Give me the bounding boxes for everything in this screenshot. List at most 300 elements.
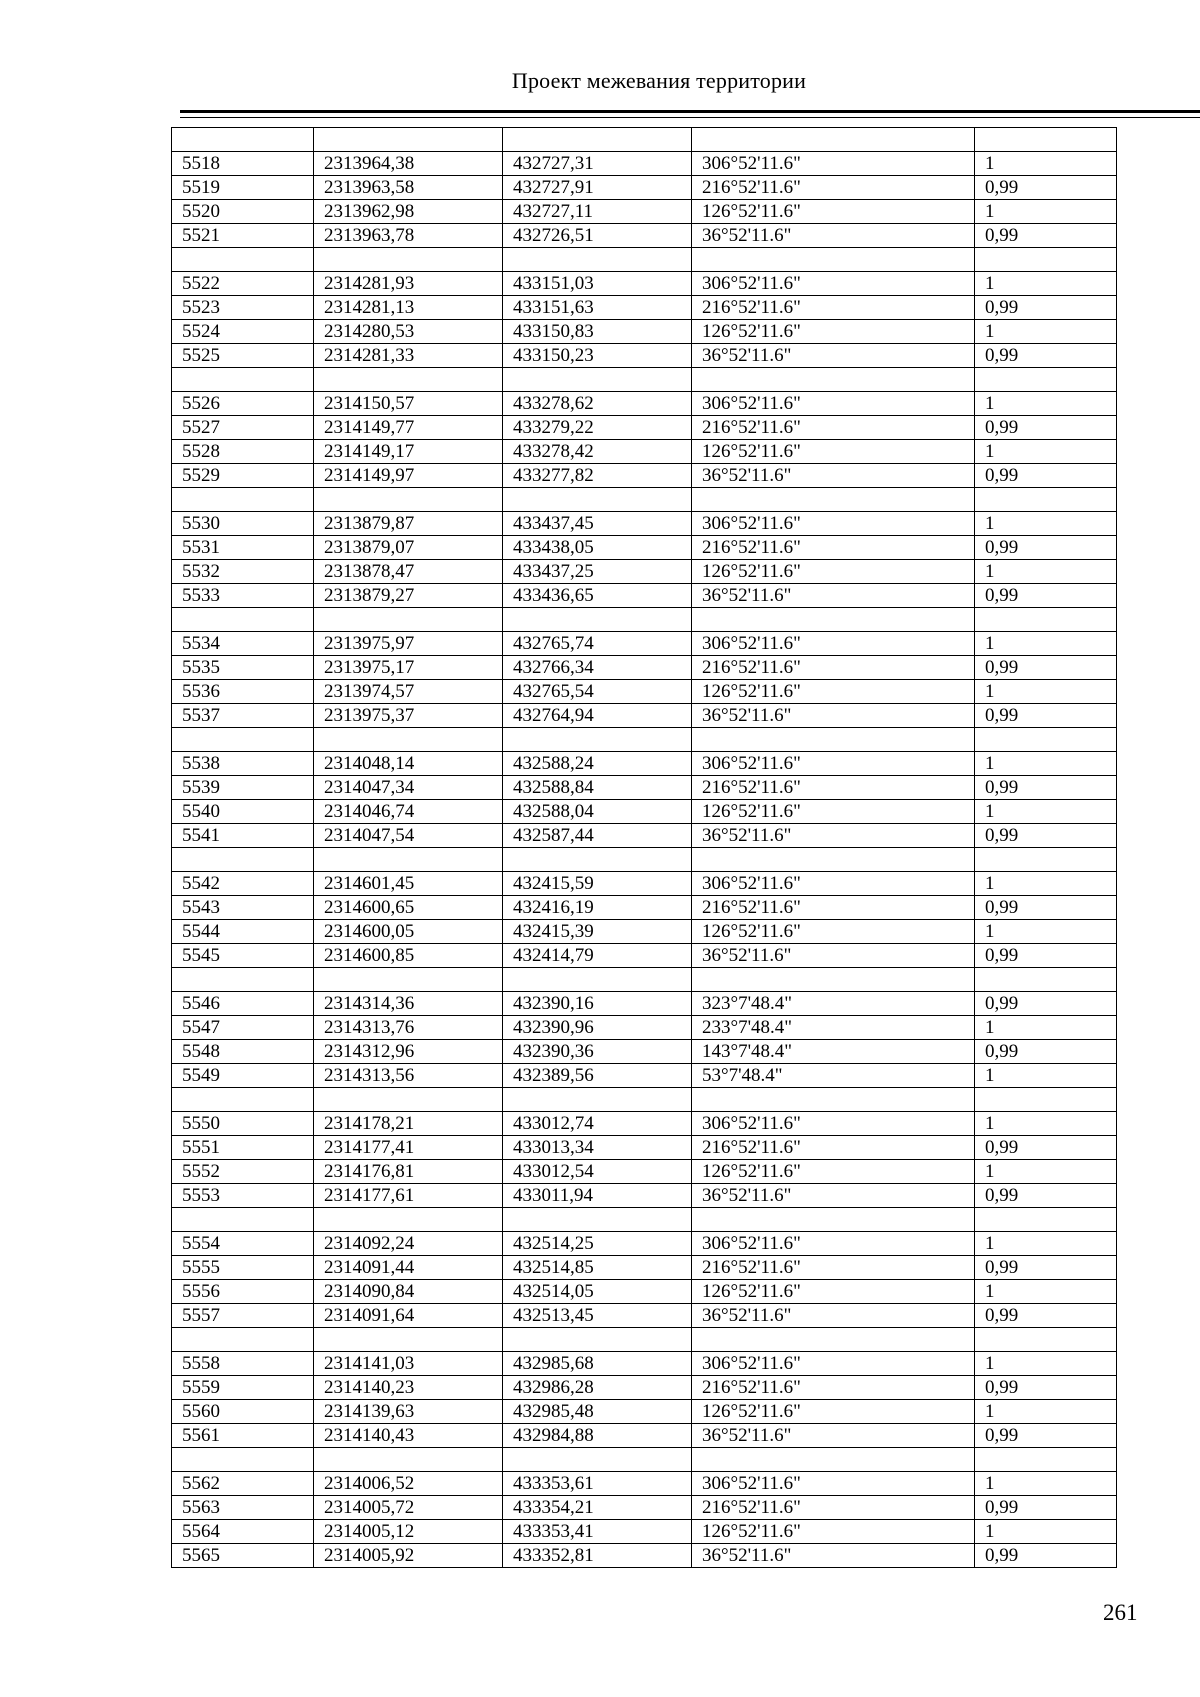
y-coordinate-cell [503, 728, 692, 752]
y-coordinate-cell: 432727,11 [503, 200, 692, 224]
y-coordinate-cell: 432726,51 [503, 224, 692, 248]
table-separator-row [172, 728, 1117, 752]
distance-cell: 1 [975, 752, 1117, 776]
table-separator-row [172, 368, 1117, 392]
point-number-cell [172, 968, 314, 992]
table-row [172, 1304, 1117, 1328]
point-number-cell: 5532 [172, 560, 314, 584]
y-coordinate-cell: 432389,56 [503, 1064, 692, 1088]
y-coordinate-cell: 432985,68 [503, 1352, 692, 1376]
y-coordinate-cell: 432415,59 [503, 872, 692, 896]
point-number-cell: 5518 [172, 152, 314, 176]
table-row [172, 872, 1117, 896]
point-number-cell: 5543 [172, 896, 314, 920]
x-coordinate-cell: 2314139,63 [314, 1400, 503, 1424]
bearing-cell: 216°52'11.6" [692, 896, 975, 920]
bearing-cell: 306°52'11.6" [692, 152, 975, 176]
point-number-cell: 5564 [172, 1520, 314, 1544]
point-number-cell: 5551 [172, 1136, 314, 1160]
bearing-cell [692, 488, 975, 512]
x-coordinate-cell: 2314313,56 [314, 1064, 503, 1088]
x-coordinate-cell: 2314091,44 [314, 1256, 503, 1280]
table-row [172, 1112, 1117, 1136]
x-coordinate-cell: 2314280,53 [314, 320, 503, 344]
bearing-cell: 126°52'11.6" [692, 560, 975, 584]
x-coordinate-cell: 2314140,43 [314, 1424, 503, 1448]
bearing-cell: 306°52'11.6" [692, 1232, 975, 1256]
y-coordinate-cell: 432765,54 [503, 680, 692, 704]
distance-cell: 1 [975, 1160, 1117, 1184]
distance-cell: 1 [975, 1400, 1117, 1424]
point-number-cell: 5557 [172, 1304, 314, 1328]
bearing-cell [692, 608, 975, 632]
y-coordinate-cell [503, 1208, 692, 1232]
point-number-cell [172, 368, 314, 392]
table-row [172, 1160, 1117, 1184]
table-separator-row [172, 608, 1117, 632]
distance-cell: 0,99 [975, 1040, 1117, 1064]
distance-cell [975, 608, 1117, 632]
x-coordinate-cell: 2314601,45 [314, 872, 503, 896]
table-row [172, 1136, 1117, 1160]
x-coordinate-cell: 2314312,96 [314, 1040, 503, 1064]
distance-cell [975, 848, 1117, 872]
point-number-cell: 5528 [172, 440, 314, 464]
point-number-cell: 5540 [172, 800, 314, 824]
y-coordinate-cell: 432390,36 [503, 1040, 692, 1064]
y-coordinate-cell: 433150,83 [503, 320, 692, 344]
x-coordinate-cell: 2314149,77 [314, 416, 503, 440]
distance-cell: 0,99 [975, 344, 1117, 368]
table-row [172, 1040, 1117, 1064]
bearing-cell: 216°52'11.6" [692, 1376, 975, 1400]
distance-cell: 0,99 [975, 1376, 1117, 1400]
distance-cell: 0,99 [975, 1256, 1117, 1280]
point-number-cell: 5527 [172, 416, 314, 440]
bearing-cell: 233°7'48.4" [692, 1016, 975, 1040]
distance-cell: 1 [975, 1232, 1117, 1256]
point-number-cell: 5536 [172, 680, 314, 704]
distance-cell: 1 [975, 152, 1117, 176]
y-coordinate-cell: 432416,19 [503, 896, 692, 920]
bearing-cell: 36°52'11.6" [692, 224, 975, 248]
table-row [172, 1424, 1117, 1448]
x-coordinate-cell [314, 728, 503, 752]
y-coordinate-cell [503, 1448, 692, 1472]
x-coordinate-cell: 2314005,92 [314, 1544, 503, 1568]
table-row [172, 320, 1117, 344]
table-row [172, 200, 1117, 224]
y-coordinate-cell: 432727,31 [503, 152, 692, 176]
x-coordinate-cell: 2313879,27 [314, 584, 503, 608]
y-coordinate-cell: 432514,25 [503, 1232, 692, 1256]
table-row [172, 656, 1117, 680]
y-coordinate-cell: 433012,74 [503, 1112, 692, 1136]
bearing-cell: 306°52'11.6" [692, 392, 975, 416]
distance-cell: 1 [975, 872, 1117, 896]
point-number-cell: 5535 [172, 656, 314, 680]
bearing-cell [692, 968, 975, 992]
distance-cell: 0,99 [975, 464, 1117, 488]
bearing-cell: 216°52'11.6" [692, 176, 975, 200]
bearing-cell [692, 1328, 975, 1352]
table-row [172, 1352, 1117, 1376]
table-row [172, 1064, 1117, 1088]
point-number-cell: 5533 [172, 584, 314, 608]
table-row [172, 1280, 1117, 1304]
distance-cell [975, 488, 1117, 512]
point-number-cell: 5562 [172, 1472, 314, 1496]
distance-cell: 0,99 [975, 1136, 1117, 1160]
y-coordinate-cell [503, 848, 692, 872]
page-number: 261 [1103, 1600, 1138, 1625]
y-coordinate-cell: 432765,74 [503, 632, 692, 656]
point-number-cell [172, 848, 314, 872]
point-number-cell: 5542 [172, 872, 314, 896]
point-number-cell: 5561 [172, 1424, 314, 1448]
table-row [172, 272, 1117, 296]
table-separator-row [172, 248, 1117, 272]
bearing-cell: 36°52'11.6" [692, 1544, 975, 1568]
distance-cell: 1 [975, 632, 1117, 656]
table-row [172, 1016, 1117, 1040]
table-row [172, 512, 1117, 536]
point-number-cell: 5552 [172, 1160, 314, 1184]
y-coordinate-cell: 432390,96 [503, 1016, 692, 1040]
table-separator-row [172, 1208, 1117, 1232]
y-coordinate-cell: 433012,54 [503, 1160, 692, 1184]
table-row [172, 152, 1117, 176]
table-separator-row [172, 1328, 1117, 1352]
x-coordinate-cell: 2314178,21 [314, 1112, 503, 1136]
y-coordinate-cell: 433279,22 [503, 416, 692, 440]
point-number-cell: 5550 [172, 1112, 314, 1136]
table-row [172, 704, 1117, 728]
distance-cell: 0,99 [975, 1496, 1117, 1520]
bearing-cell: 126°52'11.6" [692, 920, 975, 944]
distance-cell: 1 [975, 272, 1117, 296]
x-coordinate-cell: 2313962,98 [314, 200, 503, 224]
point-number-cell: 5549 [172, 1064, 314, 1088]
table-row [172, 560, 1117, 584]
distance-cell [975, 1328, 1117, 1352]
distance-cell: 0,99 [975, 824, 1117, 848]
x-coordinate-cell: 2313964,38 [314, 152, 503, 176]
point-number-cell: 5554 [172, 1232, 314, 1256]
bearing-cell: 36°52'11.6" [692, 944, 975, 968]
point-number-cell: 5525 [172, 344, 314, 368]
distance-cell: 1 [975, 680, 1117, 704]
x-coordinate-cell: 2314092,24 [314, 1232, 503, 1256]
y-coordinate-cell: 433013,34 [503, 1136, 692, 1160]
y-coordinate-cell: 433352,81 [503, 1544, 692, 1568]
bearing-cell: 306°52'11.6" [692, 1472, 975, 1496]
point-number-cell: 5539 [172, 776, 314, 800]
point-number-cell: 5523 [172, 296, 314, 320]
x-coordinate-cell: 2314600,05 [314, 920, 503, 944]
bearing-cell: 126°52'11.6" [692, 680, 975, 704]
x-coordinate-cell: 2313878,47 [314, 560, 503, 584]
table-row [172, 1544, 1117, 1568]
point-number-cell: 5553 [172, 1184, 314, 1208]
x-coordinate-cell: 2314314,36 [314, 992, 503, 1016]
table-row [172, 1232, 1117, 1256]
x-coordinate-cell: 2313879,87 [314, 512, 503, 536]
point-number-cell: 5526 [172, 392, 314, 416]
bearing-cell: 126°52'11.6" [692, 800, 975, 824]
bearing-cell: 36°52'11.6" [692, 464, 975, 488]
bearing-cell: 126°52'11.6" [692, 1160, 975, 1184]
table-row [172, 944, 1117, 968]
distance-cell: 1 [975, 1064, 1117, 1088]
y-coordinate-cell: 433437,45 [503, 512, 692, 536]
distance-cell: 0,99 [975, 656, 1117, 680]
table-separator-row [172, 1448, 1117, 1472]
bearing-cell: 306°52'11.6" [692, 872, 975, 896]
x-coordinate-cell: 2314281,13 [314, 296, 503, 320]
x-coordinate-cell: 2313975,17 [314, 656, 503, 680]
x-coordinate-cell [314, 248, 503, 272]
y-coordinate-cell: 432415,39 [503, 920, 692, 944]
table-row [172, 752, 1117, 776]
point-number-cell: 5524 [172, 320, 314, 344]
distance-cell: 1 [975, 1352, 1117, 1376]
distance-cell: 1 [975, 1112, 1117, 1136]
x-coordinate-cell: 2314149,97 [314, 464, 503, 488]
bearing-cell: 143°7'48.4" [692, 1040, 975, 1064]
y-coordinate-cell: 432514,85 [503, 1256, 692, 1280]
point-number-cell [172, 248, 314, 272]
distance-cell: 0,99 [975, 1304, 1117, 1328]
coordinates-table-body [172, 128, 1117, 1568]
table-separator-row [172, 128, 1117, 152]
y-coordinate-cell: 432588,84 [503, 776, 692, 800]
distance-cell: 1 [975, 392, 1117, 416]
table-row [172, 920, 1117, 944]
distance-cell: 1 [975, 440, 1117, 464]
distance-cell: 0,99 [975, 1424, 1117, 1448]
y-coordinate-cell: 433353,41 [503, 1520, 692, 1544]
bearing-cell: 36°52'11.6" [692, 344, 975, 368]
x-coordinate-cell: 2314005,72 [314, 1496, 503, 1520]
bearing-cell [692, 368, 975, 392]
bearing-cell [692, 848, 975, 872]
bearing-cell: 216°52'11.6" [692, 1136, 975, 1160]
bearing-cell: 306°52'11.6" [692, 512, 975, 536]
y-coordinate-cell: 432986,28 [503, 1376, 692, 1400]
bearing-cell: 306°52'11.6" [692, 1112, 975, 1136]
point-number-cell: 5559 [172, 1376, 314, 1400]
y-coordinate-cell: 432390,16 [503, 992, 692, 1016]
point-number-cell: 5522 [172, 272, 314, 296]
distance-cell: 0,99 [975, 296, 1117, 320]
table-row [172, 1496, 1117, 1520]
distance-cell: 1 [975, 320, 1117, 344]
point-number-cell: 5560 [172, 1400, 314, 1424]
x-coordinate-cell [314, 1208, 503, 1232]
point-number-cell: 5565 [172, 1544, 314, 1568]
x-coordinate-cell: 2314091,64 [314, 1304, 503, 1328]
bearing-cell: 36°52'11.6" [692, 704, 975, 728]
distance-cell [975, 728, 1117, 752]
distance-cell: 1 [975, 512, 1117, 536]
point-number-cell [172, 1208, 314, 1232]
bearing-cell: 126°52'11.6" [692, 320, 975, 344]
y-coordinate-cell [503, 128, 692, 152]
point-number-cell: 5541 [172, 824, 314, 848]
bearing-cell: 216°52'11.6" [692, 296, 975, 320]
x-coordinate-cell: 2314046,74 [314, 800, 503, 824]
point-number-cell: 5520 [172, 200, 314, 224]
x-coordinate-cell: 2314176,81 [314, 1160, 503, 1184]
table-separator-row [172, 1088, 1117, 1112]
point-number-cell: 5547 [172, 1016, 314, 1040]
point-number-cell: 5534 [172, 632, 314, 656]
x-coordinate-cell [314, 1328, 503, 1352]
x-coordinate-cell: 2314149,17 [314, 440, 503, 464]
point-number-cell [172, 1088, 314, 1112]
table-row [172, 1184, 1117, 1208]
table-separator-row [172, 848, 1117, 872]
x-coordinate-cell [314, 368, 503, 392]
coordinates-table [171, 127, 1117, 1568]
bearing-cell: 306°52'11.6" [692, 1352, 975, 1376]
distance-cell: 1 [975, 1520, 1117, 1544]
x-coordinate-cell [314, 488, 503, 512]
x-coordinate-cell [314, 848, 503, 872]
distance-cell: 0,99 [975, 224, 1117, 248]
point-number-cell: 5556 [172, 1280, 314, 1304]
bearing-cell [692, 728, 975, 752]
distance-cell [975, 1088, 1117, 1112]
bearing-cell [692, 1088, 975, 1112]
bearing-cell: 126°52'11.6" [692, 440, 975, 464]
distance-cell: 0,99 [975, 992, 1117, 1016]
point-number-cell: 5555 [172, 1256, 314, 1280]
y-coordinate-cell: 432984,88 [503, 1424, 692, 1448]
y-coordinate-cell [503, 608, 692, 632]
distance-cell [975, 248, 1117, 272]
table-row [172, 536, 1117, 560]
y-coordinate-cell [503, 1088, 692, 1112]
distance-cell: 1 [975, 560, 1117, 584]
table-row [172, 776, 1117, 800]
bearing-cell: 216°52'11.6" [692, 536, 975, 560]
table-row [172, 584, 1117, 608]
distance-cell: 0,99 [975, 1184, 1117, 1208]
x-coordinate-cell: 2314281,93 [314, 272, 503, 296]
point-number-cell: 5548 [172, 1040, 314, 1064]
table-row [172, 896, 1117, 920]
distance-cell: 0,99 [975, 416, 1117, 440]
point-number-cell [172, 488, 314, 512]
bearing-cell: 36°52'11.6" [692, 1184, 975, 1208]
page-header-title: Проект межевания территории [511, 68, 807, 93]
distance-cell [975, 1208, 1117, 1232]
bearing-cell: 53°7'48.4" [692, 1064, 975, 1088]
table-row [172, 392, 1117, 416]
bearing-cell [692, 1448, 975, 1472]
point-number-cell [172, 728, 314, 752]
table-row [172, 176, 1117, 200]
point-number-cell: 5531 [172, 536, 314, 560]
distance-cell [975, 128, 1117, 152]
x-coordinate-cell [314, 1448, 503, 1472]
distance-cell: 1 [975, 1016, 1117, 1040]
table-row [172, 1472, 1117, 1496]
x-coordinate-cell: 2313879,07 [314, 536, 503, 560]
distance-cell: 1 [975, 1280, 1117, 1304]
y-coordinate-cell: 432727,91 [503, 176, 692, 200]
bearing-cell: 126°52'11.6" [692, 1520, 975, 1544]
point-number-cell [172, 1448, 314, 1472]
y-coordinate-cell: 432588,04 [503, 800, 692, 824]
table-row [172, 680, 1117, 704]
x-coordinate-cell: 2314140,23 [314, 1376, 503, 1400]
x-coordinate-cell: 2313974,57 [314, 680, 503, 704]
table-row [172, 416, 1117, 440]
distance-cell [975, 1448, 1117, 1472]
distance-cell: 0,99 [975, 776, 1117, 800]
y-coordinate-cell: 433437,25 [503, 560, 692, 584]
y-coordinate-cell: 433353,61 [503, 1472, 692, 1496]
x-coordinate-cell: 2314047,34 [314, 776, 503, 800]
point-number-cell: 5519 [172, 176, 314, 200]
x-coordinate-cell: 2313963,78 [314, 224, 503, 248]
x-coordinate-cell: 2314005,12 [314, 1520, 503, 1544]
bearing-cell: 36°52'11.6" [692, 584, 975, 608]
bearing-cell: 306°52'11.6" [692, 272, 975, 296]
point-number-cell: 5530 [172, 512, 314, 536]
distance-cell: 1 [975, 1472, 1117, 1496]
table-row [172, 800, 1117, 824]
table-row [172, 296, 1117, 320]
point-number-cell: 5558 [172, 1352, 314, 1376]
point-number-cell: 5521 [172, 224, 314, 248]
bearing-cell: 216°52'11.6" [692, 416, 975, 440]
x-coordinate-cell [314, 968, 503, 992]
y-coordinate-cell: 432513,45 [503, 1304, 692, 1328]
y-coordinate-cell: 432764,94 [503, 704, 692, 728]
table-separator-row [172, 968, 1117, 992]
x-coordinate-cell: 2313975,97 [314, 632, 503, 656]
table-row [172, 344, 1117, 368]
distance-cell: 1 [975, 800, 1117, 824]
bearing-cell: 36°52'11.6" [692, 824, 975, 848]
bearing-cell: 216°52'11.6" [692, 776, 975, 800]
table-row [172, 992, 1117, 1016]
table-row [172, 1520, 1117, 1544]
x-coordinate-cell [314, 128, 503, 152]
point-number-cell: 5563 [172, 1496, 314, 1520]
y-coordinate-cell: 433151,63 [503, 296, 692, 320]
y-coordinate-cell: 432514,05 [503, 1280, 692, 1304]
distance-cell: 0,99 [975, 176, 1117, 200]
y-coordinate-cell: 432588,24 [503, 752, 692, 776]
distance-cell: 0,99 [975, 704, 1117, 728]
bearing-cell: 216°52'11.6" [692, 1496, 975, 1520]
bearing-cell: 36°52'11.6" [692, 1424, 975, 1448]
bearing-cell [692, 128, 975, 152]
x-coordinate-cell: 2313975,37 [314, 704, 503, 728]
bearing-cell: 306°52'11.6" [692, 752, 975, 776]
y-coordinate-cell: 432587,44 [503, 824, 692, 848]
x-coordinate-cell: 2314006,52 [314, 1472, 503, 1496]
point-number-cell [172, 1328, 314, 1352]
header-rule-thin [180, 117, 1200, 118]
distance-cell [975, 368, 1117, 392]
point-number-cell [172, 128, 314, 152]
